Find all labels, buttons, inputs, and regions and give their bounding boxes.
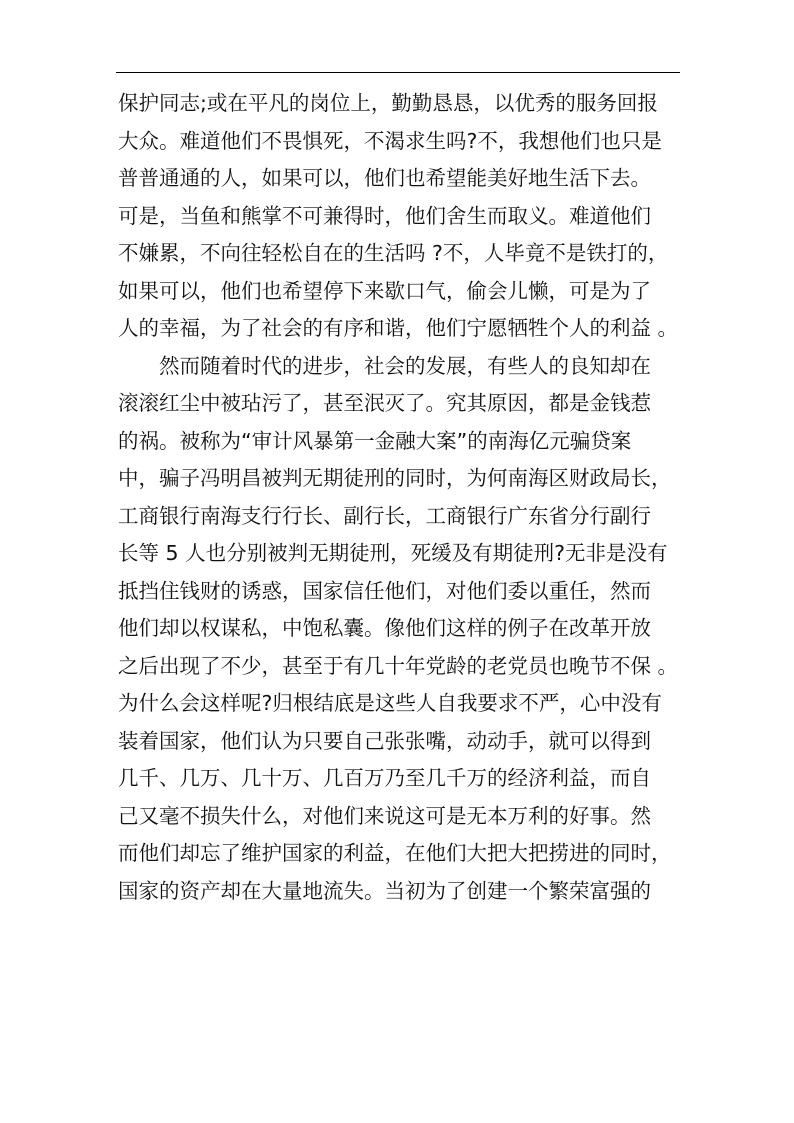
text-line: 人的幸福，为了社会的有序和谐，他们宁愿牺牲个人的利益 。	[118, 316, 679, 340]
text-line: 中，骗子冯明昌被判无期徒刑的同时，为何南海区财政局长，	[118, 466, 672, 490]
text-line: 保护同志;或在平凡的岗位上，勤勤恳恳，以优秀的服务回报	[118, 91, 658, 115]
text-line: 的祸。被称为“审计风暴第一金融大案”的南海亿元骗贷案	[118, 428, 632, 453]
text-line: 为什么会这样呢?归根结底是这些人自我要求不严，心中没有	[118, 691, 662, 715]
text-line: 不嫌累，不向往轻松自在的生活吗 ?不，人毕竟不是铁打的，	[118, 241, 669, 265]
header-rule	[116, 72, 680, 73]
paragraph-start-line: 然而随着时代的进步，社会的发展，有些人的良知却在	[118, 353, 651, 378]
text-line: 抵挡住钱财的诱惑，国家信任他们，对他们委以重任，然而	[118, 578, 651, 603]
text-line: 大众。难道他们不畏惧死，不渴求生吗?不，我想他们也只是	[118, 128, 662, 153]
text-line: 工商银行南海支行行长、副行长，工商银行广东省分行副行	[118, 503, 651, 528]
text-line: 滚滚红尘中被玷污了，甚至泯灭了。究其原因，都是金钱惹	[118, 391, 651, 415]
text-line: 装着国家，他们认为只要自己张张嘴，动动手，就可以得到	[118, 728, 651, 753]
text-line: 他们却以权谋私，中饱私囊。像他们这样的例子在改革开放	[118, 616, 651, 640]
text-line: 国家的资产却在大量地流失。当初为了创建一个繁荣富强的	[118, 878, 651, 903]
document-body	[118, 85, 682, 910]
text-line: 几千、几万、几十万、几百万乃至几千万的经济利益，而自	[118, 766, 651, 790]
text-line: 之后出现了不少，甚至于有几十年党龄的老党员也晚节不保 。	[118, 653, 679, 678]
text-line: 如果可以，他们也希望停下来歇口气，偷会儿懒，可是为了	[118, 278, 651, 303]
text-line: 而他们却忘了维护国家的利益，在他们大把大把捞进的同时，	[118, 841, 672, 865]
text-line: 长等 5 人也分别被判无期徒刑，死缓及有期徒刑?无非是没有	[118, 541, 668, 565]
text-line: 己又毫不损失什么，对他们来说这可是无本万利的好事。然	[118, 803, 651, 828]
text-line: 可是，当鱼和熊掌不可兼得时，他们舍生而取义。难道他们	[118, 203, 651, 228]
text-line: 普普通通的人，如果可以，他们也希望能美好地生活下去。	[118, 166, 651, 190]
